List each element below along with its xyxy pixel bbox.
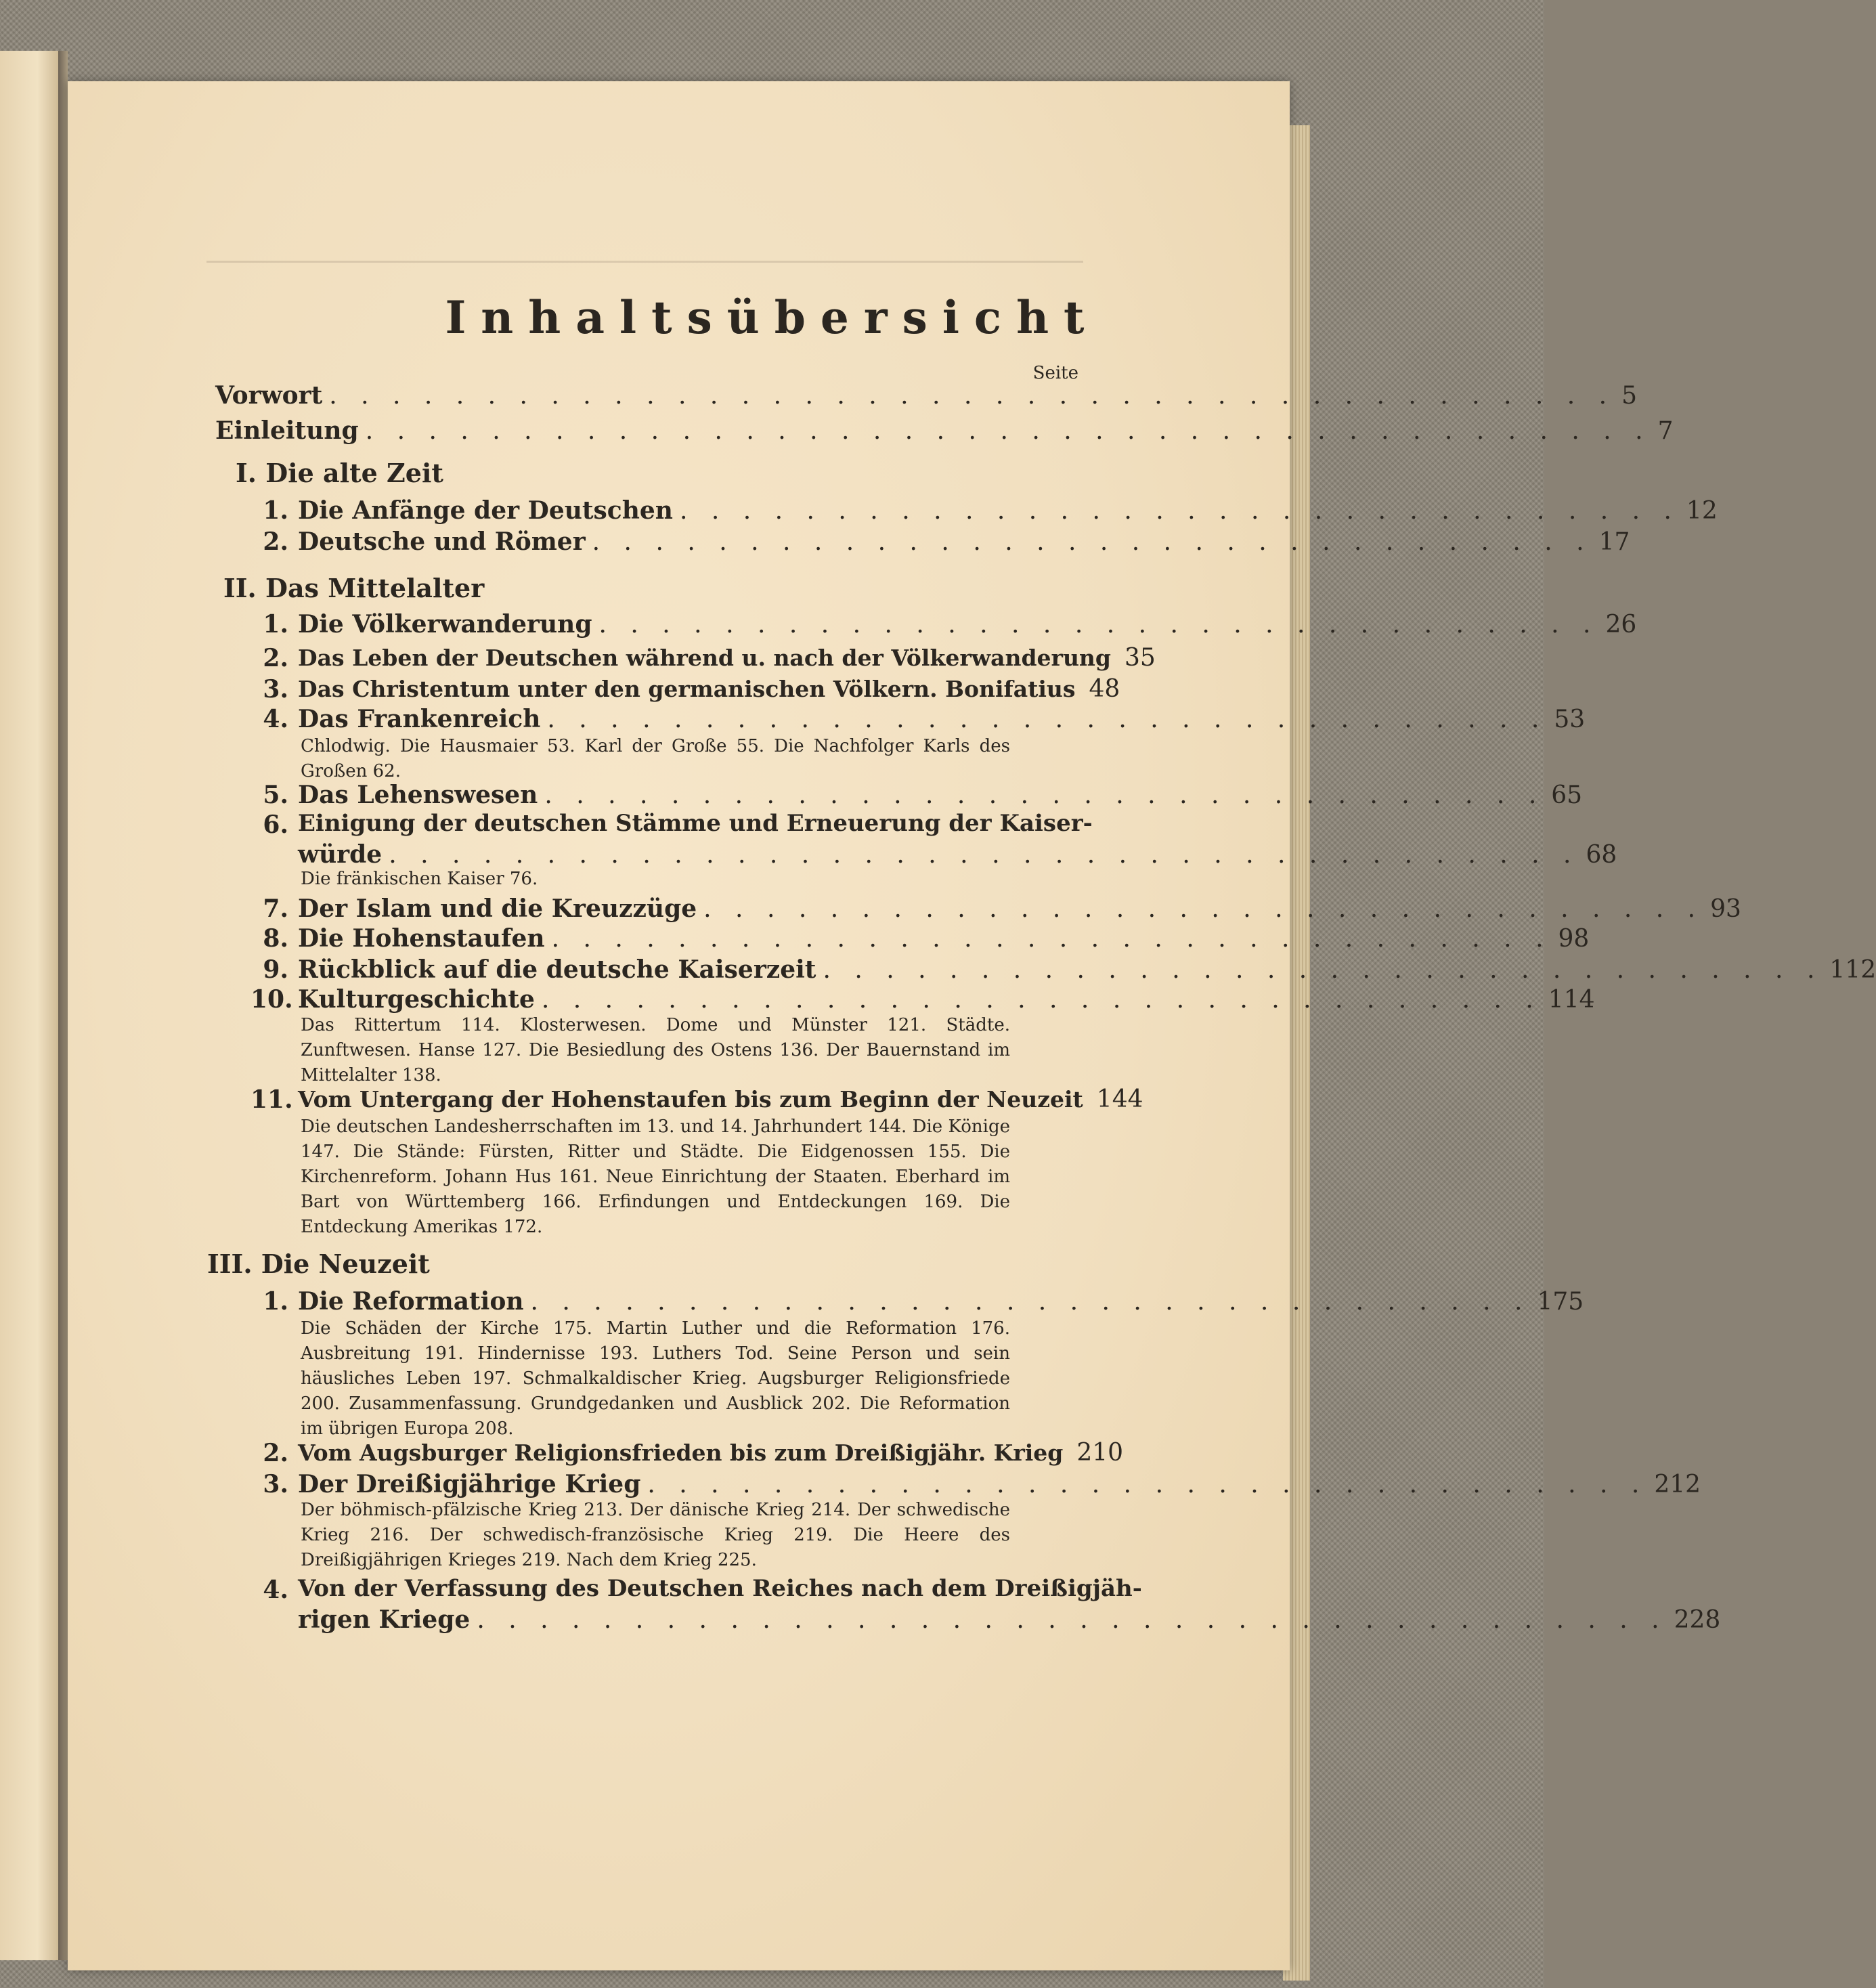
toc-entry-page: 112 — [1829, 956, 1876, 984]
toc-entry-title: Das Frankenreich — [298, 705, 541, 733]
section-heading-1: I. Die alte Zeit — [236, 458, 443, 488]
toc-entry-page: 65 — [1551, 781, 1583, 809]
toc-entry-title: Einleitung — [215, 416, 359, 445]
toc-entry-page: 7 — [1657, 417, 1674, 445]
toc-entry-number: 2. — [263, 1439, 288, 1467]
toc-entry-number: 3. — [263, 675, 288, 704]
leader-dots: . . . . . . . . . . . . . . . . . . . . . . . . . . . . . . . . — [647, 1471, 1648, 1498]
toc-entry-number: 2. — [263, 644, 288, 672]
toc-entry-subtopics: Die deutschen Landesherrschaften im 13. und 14. Jahrhundert 144. Die Könige 147. Die Stände: Fürsten, Ritter und Städte. Die Eidgenossen 155. Die Kirchenreform. Johann Hus 161. Neue Einrichtung der Staaten. Eberhard im Bart von Württemberg 166. Erfindungen und Entdeckungen 169. Die Entdeckung Amerikas 172. — [301, 1117, 1010, 1237]
toc-entry-subtopics: Die Schäden der Kirche 175. Martin Luther und die Reformation 176. Ausbreitung 191. Hindernisse 193. Luthers Tod. Seine Person und sein häusliches Leben 197. Schmalkaldischer Krieg. Augsburger Religionsfriede 200. Zusammenfassung. Grundgedanken und Ausblick 202. Die Reformation im übrigen Europa 208. — [301, 1318, 1010, 1439]
toc-entry-title: Deutsche und Römer — [298, 527, 586, 556]
leader-dots: . . . . . . . . . . . . . . . . . . . . . . . . . . . . . . . . . . . . . . . . . — [365, 417, 1651, 445]
toc-entry-page: 114 — [1548, 986, 1595, 1014]
toc-entry-title-cont: rigen Kriege — [298, 1605, 471, 1634]
toc-entry-title-cont: würde — [298, 840, 383, 869]
toc-entry-subtopics: Der böhmisch-pfälzische Krieg 213. Der dänische Krieg 214. Der schwedische Krieg 216. Der schwedisch-französische Krieg 219. Die Heere des Dreißigjährigen Krieges 219. Nach dem Krieg 225. — [301, 1500, 1010, 1570]
toc-entry-title: Das Lehenswesen — [298, 781, 538, 809]
toc-entry — [263, 894, 1741, 924]
toc-entry — [263, 1469, 1701, 1500]
leader-dots: . . . . . . . . . . . . . . . . . . . . . . . . . . . . . . . . . . . . . . — [389, 841, 1579, 869]
toc-entry-page: 212 — [1654, 1471, 1701, 1498]
toc-entry — [263, 496, 1718, 526]
toc-entry-title: Die Hohenstaufen — [298, 924, 545, 953]
toc-entry — [263, 609, 1637, 640]
leader-dots: . . . . . . . . . . . . . . . . . . . . . . . . . . . . . . . . — [823, 956, 1823, 984]
toc-entry — [263, 955, 1876, 985]
toc-entry-page: 93 — [1710, 895, 1741, 923]
toc-entry-page: 17 — [1598, 528, 1630, 556]
toc-entry-title-line1: Von der Verfassung des Deutschen Reiches nach dem Dreißigjäh- — [298, 1575, 1142, 1602]
toc-entry-title: Der Islam und die Kreuzzüge — [298, 894, 697, 923]
toc-entry-subtopics: Die fränkischen Kaiser 76. — [301, 869, 538, 889]
toc-entry-number: 10. — [250, 985, 293, 1014]
toc-entry-number: 3. — [263, 1470, 288, 1498]
leader-dots: . . . . . . . . . . . . . . . . . . . . . . . . . . . . . . . . — [551, 925, 1552, 953]
toc-entry-page: 68 — [1586, 841, 1617, 869]
leader-dots: . . . . . . . . . . . . . . . . . . . . . . . . . . . . . . . . . . . . . . — [477, 1606, 1667, 1634]
toc-entry — [263, 924, 1590, 954]
toc-entry — [263, 527, 1630, 557]
toc-entry-title: Rückblick auf die deutsche Kaiserzeit — [298, 955, 816, 984]
toc-entry — [298, 840, 1617, 870]
toc-entry-number: 8. — [263, 924, 288, 953]
toc-entry-title: Das Christentum unter den germanischen Völkern. Bonifatius — [298, 676, 1076, 702]
toc-entry — [263, 780, 1583, 811]
toc-entry-number: 4. — [263, 705, 288, 733]
toc-entry-number: 11. — [250, 1085, 293, 1114]
leader-dots: . . . . . . . . . . . . . . . . . . . . . . . . . . . . . . . . — [544, 781, 1545, 809]
toc-entry-page: 175 — [1537, 1288, 1584, 1316]
toc-entry-page: 12 — [1686, 497, 1718, 525]
toc-entry-number: 5. — [263, 781, 288, 809]
toc-entry-title: Vom Untergang der Hohenstaufen bis zum Beginn der Neuzeit — [298, 1086, 1083, 1112]
section-heading-2: II. Das Mittelalter — [223, 573, 485, 603]
toc-entry-title: Vorwort — [215, 381, 323, 410]
toc-entry-title: Die Reformation — [298, 1287, 524, 1316]
leader-dots: . . . . . . . . . . . . . . . . . . . . . . . . . . . . . . . . — [679, 497, 1680, 525]
toc-entry-subtopics: Das Rittertum 114. Klosterwesen. Dome und Münster 121. Städte. Zunftwesen. Hanse 127. Die Besiedlung des Ostens 136. Der Bauernstand im Mittelalter 138. — [301, 1015, 1010, 1085]
toc-entry-page: 26 — [1605, 611, 1637, 639]
toc-entry-title-line1: Einigung der deutschen Stämme und Erneuerung der Kaiser- — [298, 810, 1093, 837]
toc-entry-page: 5 — [1621, 382, 1638, 410]
toc-entry — [263, 674, 1120, 704]
toc-entry-subtopics: Chlodwig. Die Hausmaier 53. Karl der Große 55. Die Nachfolger Karls des Großen 62. — [301, 736, 1010, 781]
toc-entry-page: 228 — [1674, 1606, 1721, 1634]
toc-entry-number: 7. — [263, 894, 288, 923]
page-title: Inhaltsübersicht — [445, 291, 1099, 344]
page-column-label: Seite — [1032, 363, 1078, 383]
toc-entry-page: 98 — [1558, 925, 1590, 953]
toc-entry-einleitung — [215, 416, 1674, 446]
leader-dots: . . . . . . . . . . . . . . . . . . . . . . . . . . . . . . . . . . . . . . . . . — [329, 382, 1615, 410]
toc-entry-page: 48 — [1089, 675, 1120, 703]
toc-entry-number: 6. — [263, 811, 288, 839]
toc-entry-number: 9. — [263, 955, 288, 984]
toc-entry-title: Kulturgeschichte — [298, 985, 535, 1014]
toc-entry-page: 35 — [1125, 644, 1156, 672]
toc-entry — [263, 1438, 1124, 1468]
leader-dots: . . . . . . . . . . . . . . . . . . . . . . . . . . . . . . . . — [598, 611, 1599, 639]
toc-entry-number: 1. — [263, 1287, 288, 1316]
toc-entry-page: 144 — [1096, 1085, 1143, 1113]
leader-dots: . . . . . . . . . . . . . . . . . . . . . . . . . . . . . . . . — [541, 986, 1542, 1014]
toc-entry — [250, 985, 1595, 1015]
toc-entry-title: Vom Augsburger Religionsfrieden bis zum Dreißigjähr. Krieg — [298, 1440, 1064, 1466]
toc-entry-title: Der Dreißigjährige Krieg — [298, 1470, 641, 1498]
toc-entry-number: 4. — [263, 1576, 288, 1604]
toc-entry-title: Die Anfänge der Deutschen — [298, 496, 673, 525]
toc-entry — [263, 704, 1586, 735]
leader-dots: . . . . . . . . . . . . . . . . . . . . . . . . . . . . . . . . — [703, 895, 1704, 923]
toc-entry-title: Das Leben der Deutschen während u. nach der Völkerwanderung — [298, 645, 1112, 671]
toc-entry — [263, 643, 1156, 673]
toc-entry-number: 2. — [263, 527, 288, 556]
toc-entry-page: 210 — [1076, 1439, 1124, 1467]
toc-entry-title: Die Völkerwanderung — [298, 610, 592, 639]
leader-dots: . . . . . . . . . . . . . . . . . . . . . . . . . . . . . . . . — [530, 1288, 1531, 1316]
leader-dots: . . . . . . . . . . . . . . . . . . . . . . . . . . . . . . . . — [547, 706, 1548, 733]
toc-entry-number: 1. — [263, 496, 288, 525]
section-heading-3: III. Die Neuzeit — [207, 1249, 430, 1279]
toc-entry-number: 1. — [263, 610, 288, 639]
toc-entry — [250, 1085, 1143, 1115]
toc-entry-page: 53 — [1554, 706, 1586, 733]
leader-dots: . . . . . . . . . . . . . . . . . . . . . . . . . . . . . . . . — [592, 528, 1592, 556]
toc-entry-vorwort — [215, 381, 1638, 411]
toc-entry — [263, 1287, 1584, 1317]
toc-entry — [298, 1605, 1721, 1635]
